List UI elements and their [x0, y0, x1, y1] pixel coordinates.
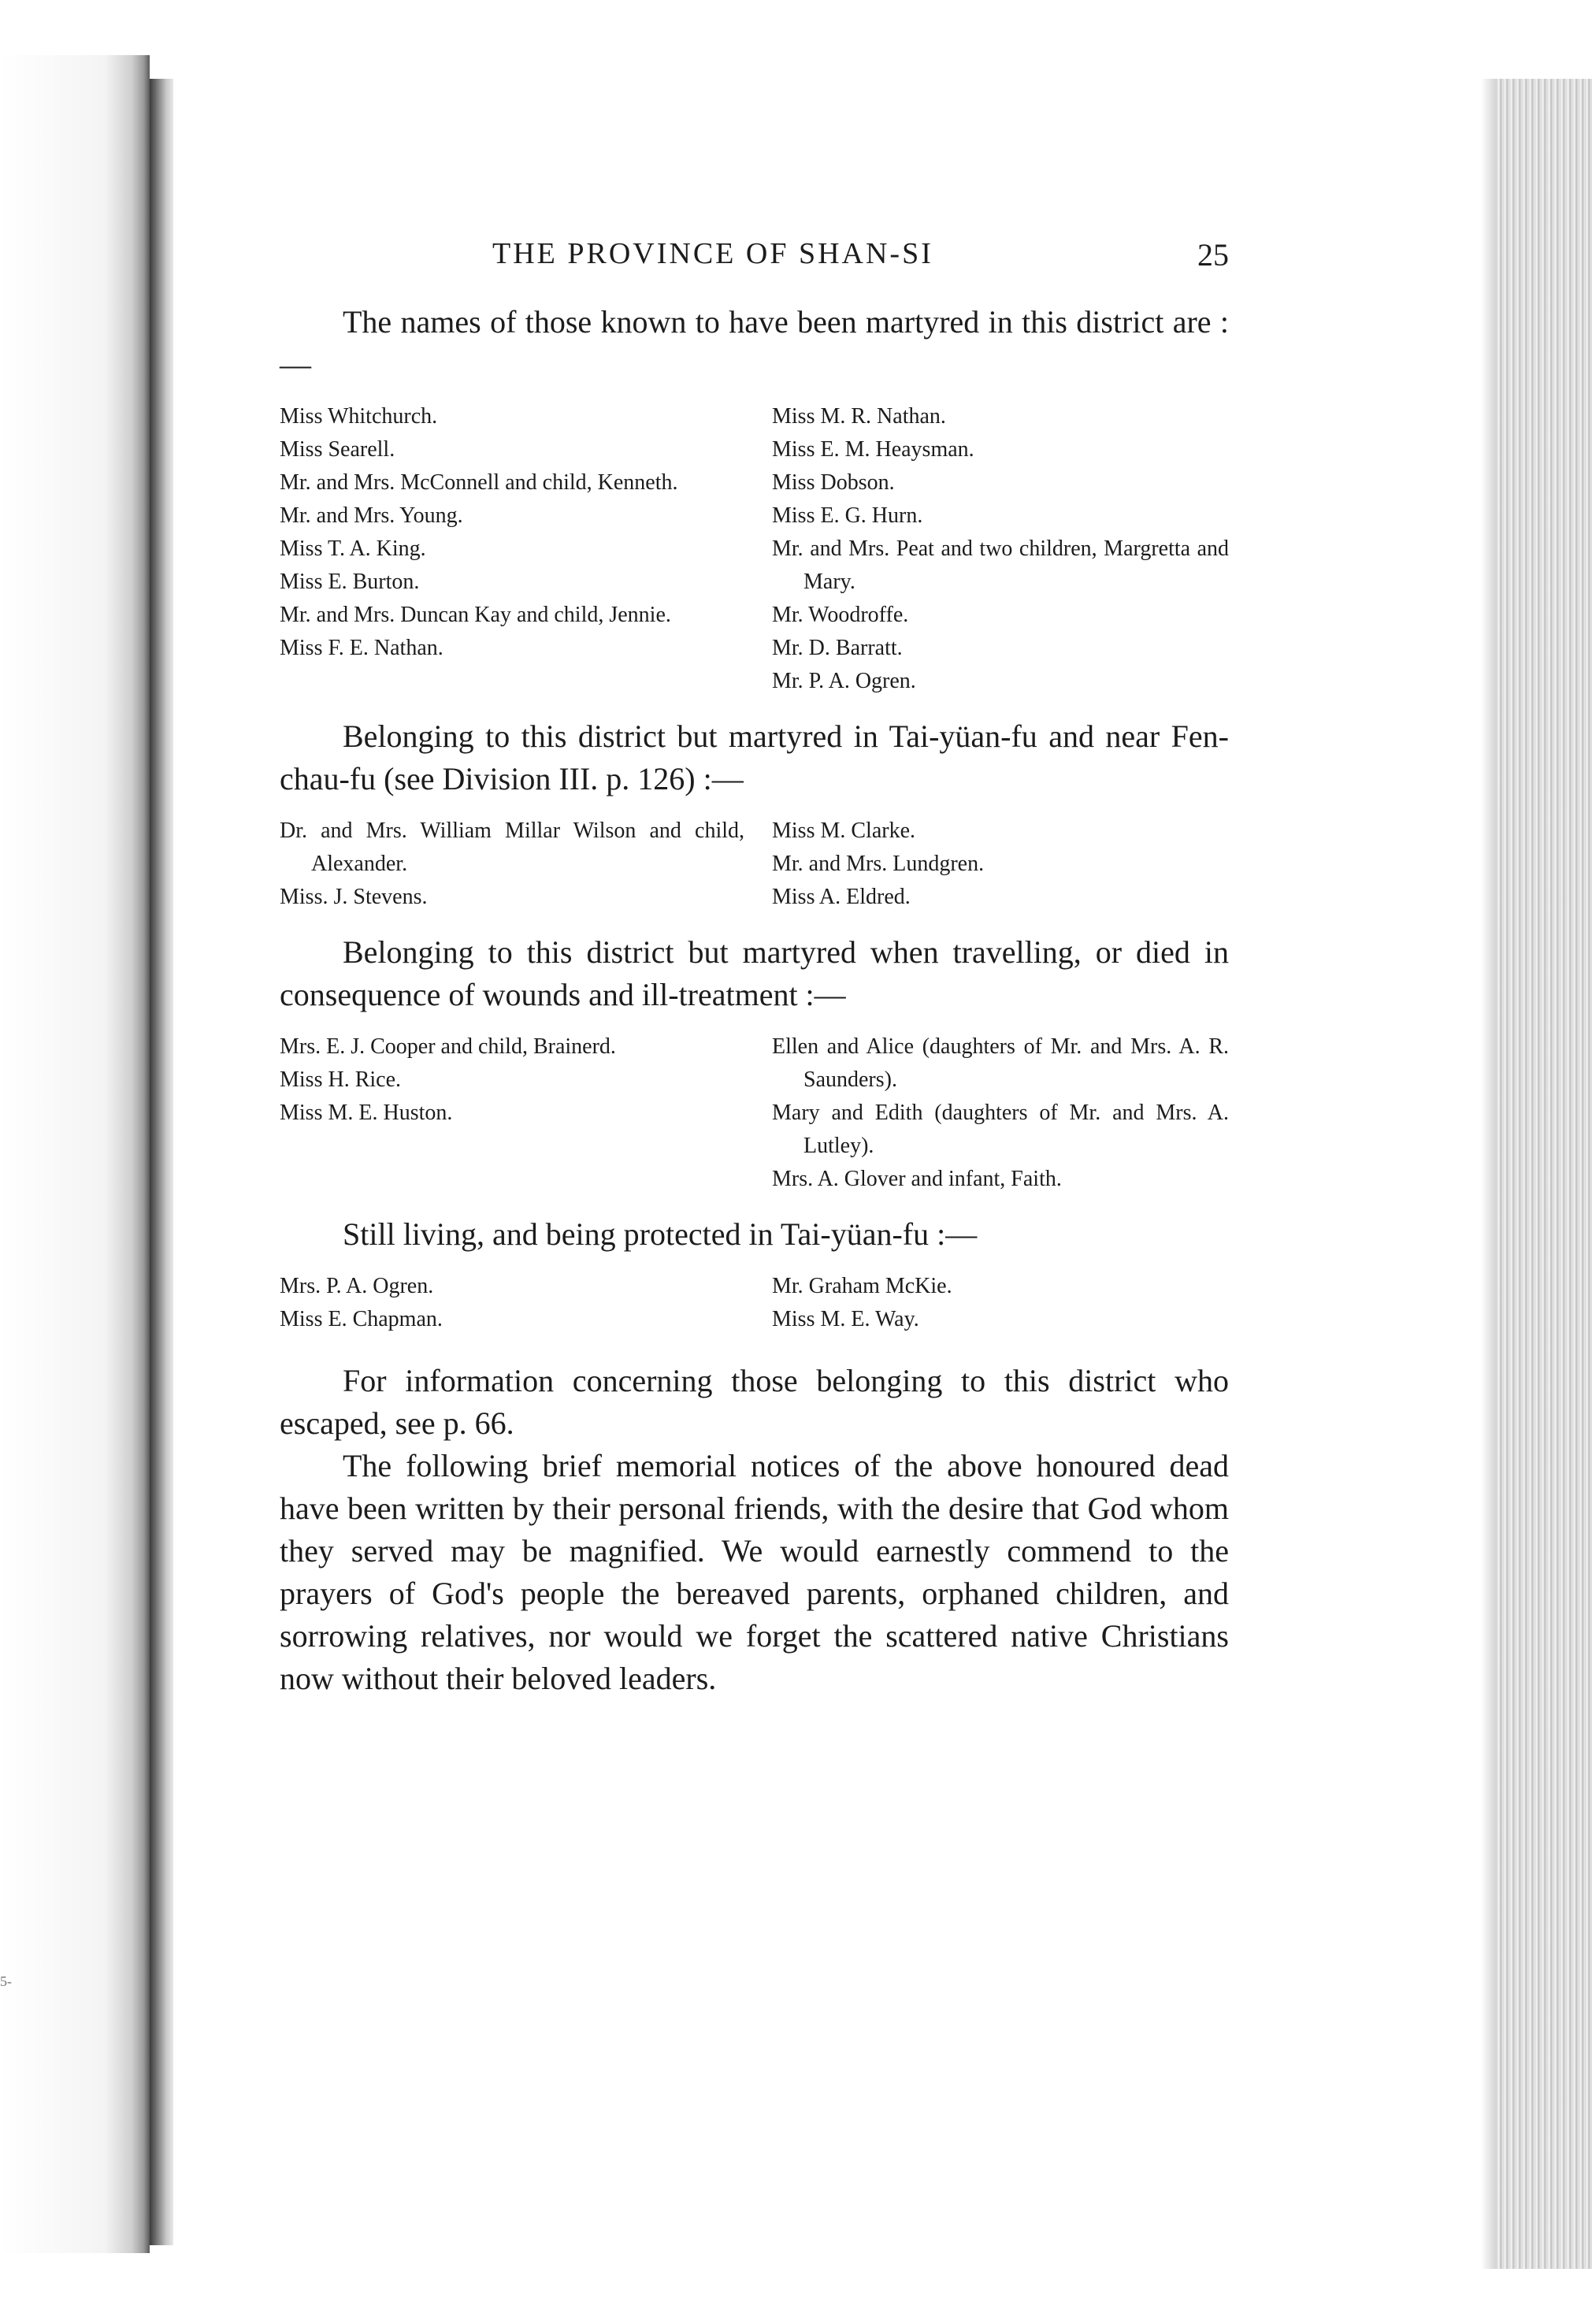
- name-list-left: [280, 1030, 744, 1196]
- list-item: Mr. and Mrs. McConnell and child, Kenneth.: [280, 470, 678, 495]
- list-item: Mr. D. Barratt.: [772, 636, 903, 660]
- name-list-right: [772, 1030, 1229, 1196]
- name-list: [280, 400, 1229, 698]
- list-item: Miss E. Chapman.: [280, 1307, 443, 1331]
- list-item: Miss E. G. Hurn.: [772, 503, 923, 528]
- section-intro: The names of those known to have been martyred in this district are :—: [280, 304, 1229, 382]
- section-intro: Belonging to this district but martyred when travelling, or died in consequence of wounds and ill-treatment :—: [280, 934, 1229, 1012]
- list-item: Mr. and Mrs. Young.: [280, 503, 463, 528]
- closing-paragraph: The following brief memorial notices of the above honoured dead have been written by their personal friends, with the desire that God whom they served may be magnified. We would earnestly commend to the prayers of God's people the bereaved parents, orphaned children, and sorrowing relatives, nor would we forget the scattered native Christians now without their beloved leaders.: [280, 1448, 1229, 1696]
- list-item: Mr. Graham McKie.: [772, 1274, 952, 1298]
- running-head: [280, 236, 1229, 284]
- section-intro: Still living, and being protected in Tai-yüan-fu :—: [343, 1216, 978, 1252]
- page-content: [280, 236, 1229, 1700]
- list-item: Mr. and Mrs. Peat and two children, Margretta and Mary.: [772, 536, 1229, 594]
- running-head-title: THE PROVINCE OF SHAN-SI: [492, 237, 933, 270]
- list-item: Mary and Edith (daughters of Mr. and Mrs. A. Lutley).: [772, 1101, 1229, 1158]
- list-item: Mr. Woodroffe.: [772, 603, 909, 627]
- closing-paragraph: For information concerning those belonging to this district who escaped, see p. 66.: [280, 1363, 1229, 1441]
- list-item: Dr. and Mrs. William Millar Wilson and child, Alexander.: [280, 819, 744, 876]
- list-item: Ellen and Alice (daughters of Mr. and Mrs. A. R. Saunders).: [772, 1034, 1229, 1092]
- page-stack-edge: [1497, 79, 1592, 2269]
- list-item: Miss T. A. King.: [280, 536, 426, 561]
- name-list-left: [280, 400, 744, 698]
- list-item: Mr. and Mrs. Lundgren.: [772, 852, 985, 876]
- name-list-left: [280, 815, 744, 914]
- page-number: 25: [1197, 237, 1229, 273]
- name-list-right: [772, 1270, 1229, 1336]
- side-mark: 5-: [0, 1973, 12, 1989]
- list-item: Miss. J. Stevens.: [280, 885, 428, 909]
- list-item: Miss M. Clarke.: [772, 819, 915, 843]
- list-item: Miss M. E. Huston.: [280, 1101, 453, 1125]
- list-item: Miss A. Eldred.: [772, 885, 911, 909]
- left-page-edge: [0, 55, 150, 2253]
- name-list: [280, 815, 1229, 914]
- list-item: Miss M. R. Nathan.: [772, 404, 946, 429]
- list-item: Mr. and Mrs. Duncan Kay and child, Jennie.: [280, 603, 671, 627]
- list-item: Miss Dobson.: [772, 470, 895, 495]
- name-list-right: [772, 815, 1229, 914]
- name-list: [280, 1270, 1229, 1336]
- list-item: Miss F. E. Nathan.: [280, 636, 443, 660]
- list-item: Miss M. E. Way.: [772, 1307, 919, 1331]
- list-item: Mrs. E. J. Cooper and child, Brainerd.: [280, 1034, 616, 1059]
- book-spine: [150, 79, 173, 2245]
- section-intro: Belonging to this district but martyred in Tai-yüan-fu and near Fen-chau-fu (see Division III. p. 126) :—: [280, 718, 1229, 796]
- list-item: Miss Searell.: [280, 437, 395, 462]
- list-item: Miss Whitchurch.: [280, 404, 438, 429]
- name-list-right: [772, 400, 1229, 698]
- name-list: [280, 1030, 1229, 1196]
- list-item: Miss E. M. Heaysman.: [772, 437, 974, 462]
- list-item: Mr. P. A. Ogren.: [772, 669, 916, 693]
- list-item: Miss H. Rice.: [280, 1067, 401, 1092]
- list-item: Mrs. A. Glover and infant, Faith.: [772, 1167, 1062, 1191]
- list-item: Miss E. Burton.: [280, 570, 420, 594]
- name-list-left: [280, 1270, 744, 1336]
- list-item: Mrs. P. A. Ogren.: [280, 1274, 434, 1298]
